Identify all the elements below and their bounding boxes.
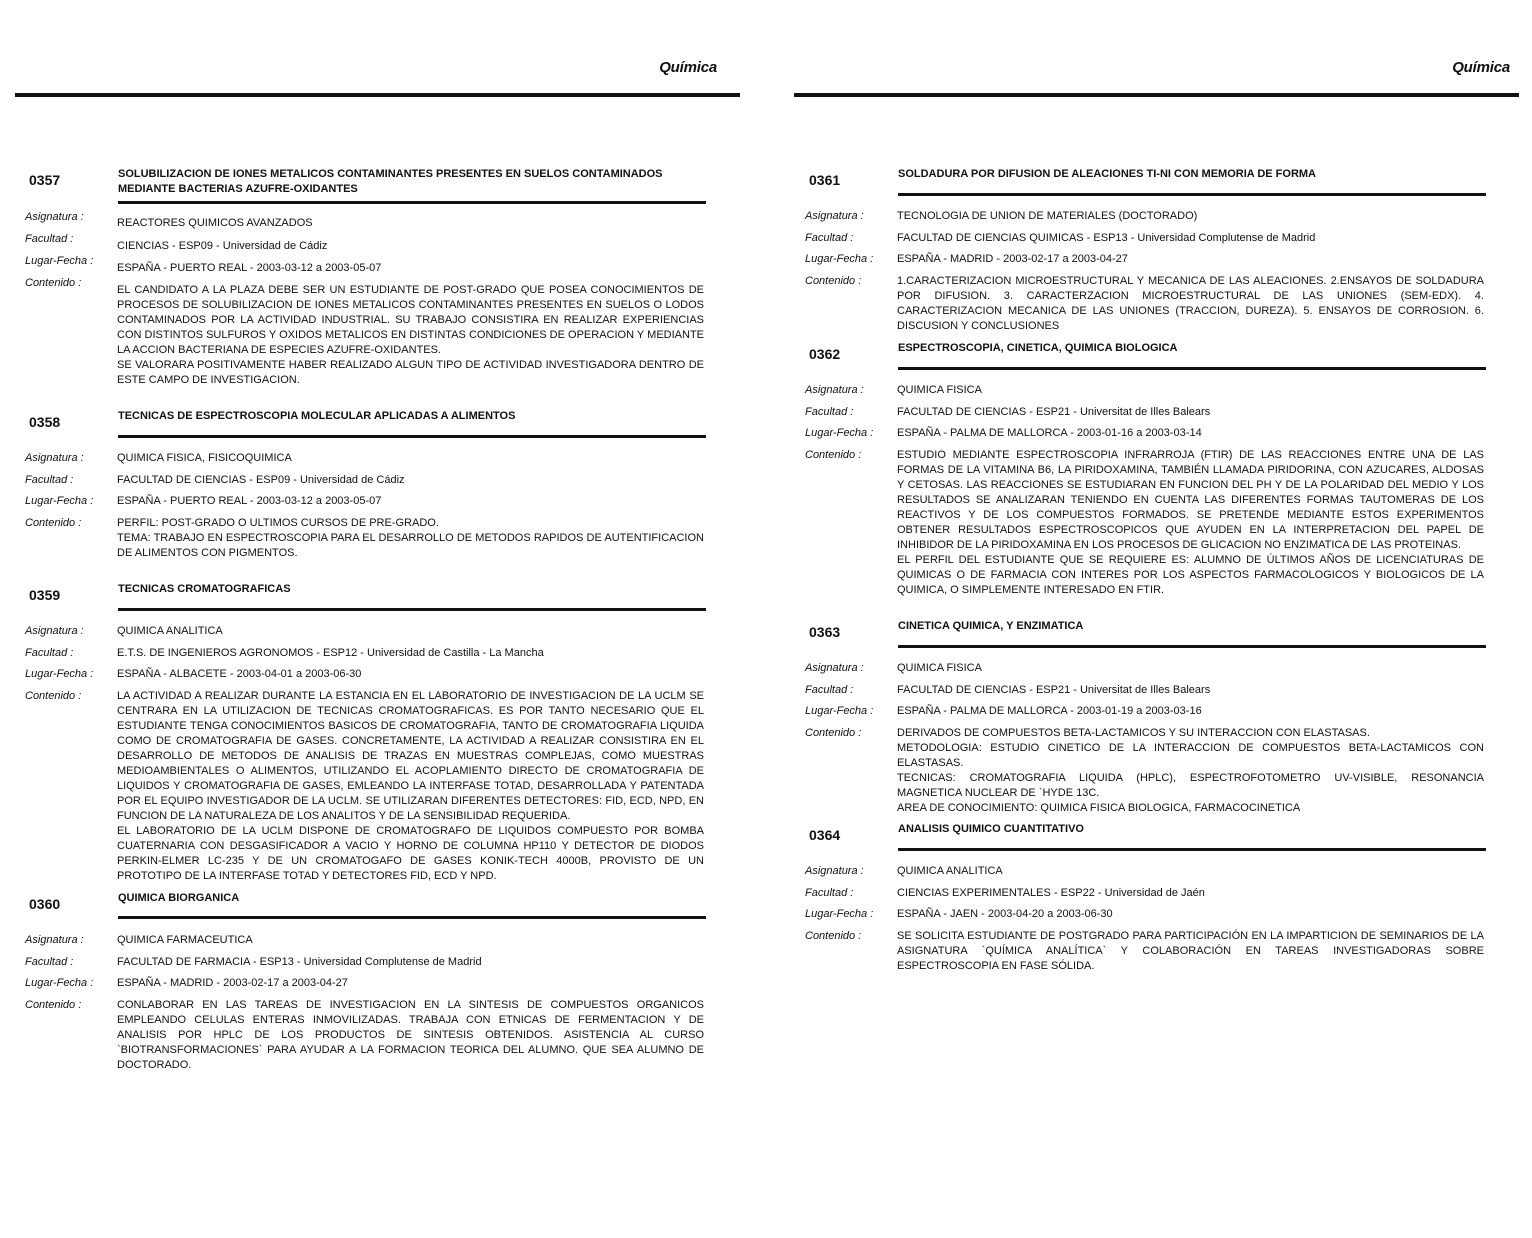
field-value: FACULTAD DE CIENCIAS - ESP21 - Universitat de Illes Balears bbox=[897, 684, 1211, 696]
entry-number: 0364 bbox=[809, 827, 841, 843]
entry-rule bbox=[118, 435, 706, 438]
entry-title: TECNICAS DE ESPECTROSCOPIA MOLECULAR APLICADAS A ALIMENTOS bbox=[118, 410, 516, 422]
field-label: Asignatura : bbox=[25, 211, 84, 223]
field-value: QUIMICA FARMACEUTICA bbox=[117, 934, 253, 946]
field-label: Lugar-Fecha : bbox=[25, 255, 94, 267]
field-value: ESTUDIO MEDIANTE ESPECTROSCOPIA INFRARROJA (FTIR) DE LAS REACCIONES ENTRE UNA DE LAS FORMAS DE LA VITAMINA B6, LA PIRIDOXAMINA, TAMBIÉN LLAMADA PIRIDORINA, CON AZUCARES, ALDOSAS Y CETOSAS. LAS REACCIONES SE ESTUDIARAN EN FUNCION DEL PH Y DE LA POLARIDAD DEL MEDIO Y LOS RESULTADOS SE ANALIZARAN TENIENDO EN CUENTA LAS DIFERENTES FORMAS TAUTOMERAS DE LOS REACTIVOS Y DE LOS COMPUESTOS FORMADOS. SE PRETENDE MEDIANTE ESTOS EXPERIMENTOS OBTENER RESULTADOS ESPECTROSCOPICOS QUE AYUDEN EN LA INTERPRETACION DEL PAPEL DE INHIBIDOR DE LA PIRIDOXAMINA EN LOS PROCESOS DE GLICACION NO ENZIMATICA DE LAS PROTEINAS. EL PERFIL DEL ESTUDIANTE QUE SE REQUIERE ES: ALUMNO DE ÚLTIMOS AÑOS DE LICENCIATURAS DE QUIMICAS O DE FARMACIA CON INTERES POR LOS ASPECTOS FARMACOLOGICOS Y BIOLOGICOS DE LA QUIMICA, O SIMPLEMENTE INTERESADO EN FTIR. bbox=[897, 449, 1484, 596]
field-label: Lugar-Fecha : bbox=[25, 495, 94, 507]
field-label: Asignatura : bbox=[805, 865, 864, 877]
entry-rule bbox=[118, 608, 706, 611]
field-value: DERIVADOS DE COMPUESTOS BETA-LACTAMICOS Y SU INTERACCION CON ELASTASAS. METODOLOGIA: ESTUDIO CINETICO DE LA INTERACCION DE COMPUESTOS BETA-LACTAMICOS CON ELASTASAS. TECNICAS: CROMATOGRAFIA LIQUIDA (HPLC), ESPECTROFOTOMETRO UV-VISIBLE, RESONANCIA MAGNETICA NUCLEAR DE `HYDE 13C. AREA DE CONOCIMIENTO: QUIMICA FISICA BIOLOGICA, FARMACOCINETICA bbox=[897, 727, 1484, 814]
field-label: Asignatura : bbox=[25, 934, 84, 946]
entry-rule bbox=[898, 645, 1486, 648]
page-header: Química bbox=[1452, 59, 1510, 76]
field-label: Contenido : bbox=[25, 517, 82, 529]
field-label: Contenido : bbox=[805, 449, 862, 461]
field-value: FACULTAD DE FARMACIA - ESP13 - Universidad Complutense de Madrid bbox=[117, 956, 482, 968]
header-rule bbox=[794, 93, 1519, 97]
field-label: Asignatura : bbox=[25, 452, 84, 464]
field-value: ESPAÑA - PUERTO REAL - 2003-03-12 a 2003-05-07 bbox=[117, 495, 382, 507]
field-label: Lugar-Fecha : bbox=[805, 908, 874, 920]
field-label: Contenido : bbox=[805, 727, 862, 739]
entry-rule bbox=[118, 916, 706, 919]
field-value: CIENCIAS - ESP09 - Universidad de Cádiz bbox=[117, 240, 328, 252]
field-label: Lugar-Fecha : bbox=[805, 427, 874, 439]
field-label: Asignatura : bbox=[805, 384, 864, 396]
field-value: REACTORES QUIMICOS AVANZADOS bbox=[117, 217, 313, 229]
field-label: Asignatura : bbox=[805, 210, 864, 222]
entry-number: 0359 bbox=[29, 587, 61, 603]
entry-title: TECNICAS CROMATOGRAFICAS bbox=[118, 583, 291, 595]
entry-title: CINETICA QUIMICA, Y ENZIMATICA bbox=[898, 620, 1084, 632]
field-value: QUIMICA FISICA, FISICOQUIMICA bbox=[117, 452, 292, 464]
entry-title: ANALISIS QUIMICO CUANTITATIVO bbox=[898, 823, 1084, 835]
field-label: Facultad : bbox=[805, 406, 854, 418]
entry-rule bbox=[898, 367, 1486, 370]
field-value: LA ACTIVIDAD A REALIZAR DURANTE LA ESTANCIA EN EL LABORATORIO DE INVESTIGACION DE LA UCLM SE CENTRARA EN LA UTILIZACION DE TECNICAS CROMATOGRAFICAS. ES POR TANTO NECESARIO QUE EL ESTUDIANTE TENGA CONOCIMIENTOS BASICOS DE CROMATOGRAFIA, TANTO DE CROMATOGRAFIA LIQUIDA COMO DE CROMATOGRAFIA DE GASES. CONCRETAMENTE, LA ACTIVIDAD A REALIZAR CONSISTIRA EN EL DESARROLLO DE METODOS DE ANALISIS DE TRAZAS EN MUESTRAS COMPLEJAS, COMO MUESTRAS MEDIOAMBIENTALES O ALIMENTOS, UTILIZANDO EL ACOPLAMIENTO DIRECTO DE CROMATOGRAFIA DE LIQUIDOS Y CROMATOGRAFIA DE GASES, EMLEANDO LA INTERFASE TOTAD, DESARROLLADA Y PATENTADA POR EL EQUIPO INVESTIGADOR DE LA UCLM. SE UTILIZARAN DIFERENTES DETECTORES: FID, ECD, NPD, EN FUNCION DE LA NATURALEZA DE LOS ANALITOS Y DE LA SENSIBILIDAD REQUERIDA. EL LABORATORIO DE LA UCLM DISPONE DE CROMATOGRAFO DE LIQUIDOS COMPUESTO POR BOMBA CUATERNARIA CON DESGASIFICADOR A VACIO Y HORNO DE COLUMNA HP110 Y DETECTOR DE DIODOS PERKIN-ELMER LC-235 Y DE UN CROMATOGAFO DE GASES KONIK-TECH 4000B, PROVISTO DE UN PROTOTIPO DE LA INTERFASE TOTAD Y DETECTORES FID, ECD Y NPD. bbox=[117, 690, 704, 882]
field-value: FACULTAD DE CIENCIAS - ESP09 - Universidad de Cádiz bbox=[117, 474, 405, 486]
entry-title: SOLDADURA POR DIFUSION DE ALEACIONES TI-NI CON MEMORIA DE FORMA bbox=[898, 168, 1316, 180]
field-label: Facultad : bbox=[805, 232, 854, 244]
field-label: Facultad : bbox=[805, 684, 854, 696]
entry-title: QUIMICA BIORGANICA bbox=[118, 892, 240, 904]
field-value: QUIMICA ANALITICA bbox=[117, 625, 223, 637]
field-value: QUIMICA FISICA bbox=[897, 384, 982, 396]
field-label: Facultad : bbox=[25, 956, 74, 968]
field-label: Lugar-Fecha : bbox=[25, 668, 94, 680]
field-label: Contenido : bbox=[25, 277, 82, 289]
field-label: Lugar-Fecha : bbox=[805, 705, 874, 717]
field-value: SE SOLICITA ESTUDIANTE DE POSTGRADO PARA PARTICIPACIÓN EN LA IMPARTICION DE SEMINARIOS DE LA ASIGNATURA `QUÍMICA ANALÍTICA` Y COLABORACIÓN EN TAREAS INVESTIGADORAS SOBRE ESPECTROSCOPIA EN FASE SÓLIDA. bbox=[897, 930, 1484, 972]
entry-number: 0361 bbox=[809, 172, 841, 188]
field-label: Lugar-Fecha : bbox=[805, 253, 874, 265]
entry-rule bbox=[898, 193, 1486, 196]
field-value: EL CANDIDATO A LA PLAZA DEBE SER UN ESTUDIANTE DE POST-GRADO QUE POSEA CONOCIMIENTOS DE PROCESOS DE SOLUBILIZACION DE IONES METALICOS CONTAMINANTES PRESENTES EN SUELOS O LODOS CONTAMINADOS POR LA ACTIVIDAD INDUSTRIAL. SU TRABAJO CONSISTIRA EN REALIZAR EXPERIENCIAS CON DISTINTOS SULFUROS Y OXIDOS METALICOS EN DISTINTAS CONDICIONES DE OPERACION Y MEDIANTE LA ACCION BACTERIANA DE ESPECIES AZUFRE-OXIDANTES. SE VALORARA POSITIVAMENTE HABER REALIZADO ALGUN TIPO DE ACTIVIDAD INVESTIGADORA DENTRO DE ESTE CAMPO DE INVESTIGACION. bbox=[117, 284, 704, 386]
entry-title: SOLUBILIZACION DE IONES METALICOS CONTAMINANTES PRESENTES EN SUELOS CONTAMINADOS MEDIANTE BACTERIAS AZUFRE-OXIDANTES bbox=[118, 168, 663, 195]
field-value: QUIMICA ANALITICA bbox=[897, 865, 1003, 877]
field-value: E.T.S. DE INGENIEROS AGRONOMOS - ESP12 - Universidad de Castilla - La Mancha bbox=[117, 647, 544, 659]
entry-number: 0360 bbox=[29, 896, 61, 912]
field-label: Facultad : bbox=[805, 887, 854, 899]
field-value: FACULTAD DE CIENCIAS QUIMICAS - ESP13 - Universidad Complutense de Madrid bbox=[897, 232, 1316, 244]
field-value: PERFIL: POST-GRADO O ULTIMOS CURSOS DE PRE-GRADO. TEMA: TRABAJO EN ESPECTROSCOPIA PARA EL DESARROLLO DE METODOS RAPIDOS DE AUTENTIFICACION DE ALIMENTOS CON PIGMENTOS. bbox=[117, 517, 704, 559]
field-value: ESPAÑA - MADRID - 2003-02-17 a 2003-04-27 bbox=[897, 253, 1128, 265]
field-value: ESPAÑA - MADRID - 2003-02-17 a 2003-04-27 bbox=[117, 977, 348, 989]
field-label: Asignatura : bbox=[25, 625, 84, 637]
entry-number: 0358 bbox=[29, 414, 61, 430]
entry-number: 0362 bbox=[809, 346, 841, 362]
header-rule bbox=[15, 93, 740, 97]
field-value: ESPAÑA - PALMA DE MALLORCA - 2003-01-19 a 2003-03-16 bbox=[897, 705, 1202, 717]
right-page bbox=[780, 0, 1520, 1238]
field-label: Lugar-Fecha : bbox=[25, 977, 94, 989]
field-label: Asignatura : bbox=[805, 662, 864, 674]
page-header: Química bbox=[659, 59, 717, 76]
field-label: Facultad : bbox=[25, 647, 74, 659]
field-value: ESPAÑA - JAEN - 2003-04-20 a 2003-06-30 bbox=[897, 908, 1113, 920]
left-page bbox=[0, 0, 740, 1238]
field-value: CONLABORAR EN LAS TAREAS DE INVESTIGACION EN LA SINTESIS DE COMPUESTOS ORGANICOS EMPLEANDO CELULAS ENTERAS INMOVILIZADAS. TRABAJA CON ETNICAS DE FERMENTACION Y DE ANALISIS POR HPLC DE LOS PRODUCTOS DE SINTESIS OBTENIDOS. ASISTENCIA AL CURSO `BIOTRANSFORMACIONES` PARA AYUDAR A LA FORMACION TEORICA DEL ALUMNO. QUE SEA ALUMNO DE DOCTORADO. bbox=[117, 999, 704, 1071]
field-label: Facultad : bbox=[25, 474, 74, 486]
field-label: Contenido : bbox=[25, 999, 82, 1011]
field-value: 1.CARACTERIZACION MICROESTRUCTURAL Y MECANICA DE LAS ALEACIONES. 2.ENSAYOS DE SOLDADURA POR DIFUSION. 3. CARACTERZACION MICROESTRUCTURAL DE LAS UNIONES (SEM-EDX). 4. CARACTERIZACION MECANICA DE LAS UNIONES (TRACCION, DUREZA). 5. ENSAYOS DE CORROSION. 6. DISCUSION Y CONCLUSIONES bbox=[897, 275, 1484, 332]
field-label: Contenido : bbox=[805, 275, 862, 287]
field-label: Contenido : bbox=[25, 690, 82, 702]
field-value: CIENCIAS EXPERIMENTALES - ESP22 - Universidad de Jaén bbox=[897, 887, 1205, 899]
field-label: Contenido : bbox=[805, 930, 862, 942]
entry-number: 0363 bbox=[809, 624, 841, 640]
field-value: ESPAÑA - PALMA DE MALLORCA - 2003-01-16 a 2003-03-14 bbox=[897, 427, 1202, 439]
field-value: FACULTAD DE CIENCIAS - ESP21 - Universitat de Illes Balears bbox=[897, 406, 1211, 418]
entry-title: ESPECTROSCOPIA, CINETICA, QUIMICA BIOLOGICA bbox=[898, 342, 1178, 354]
entry-rule bbox=[118, 201, 706, 204]
field-value: QUIMICA FISICA bbox=[897, 662, 982, 674]
field-label: Facultad : bbox=[25, 233, 74, 245]
field-value: ESPAÑA - PUERTO REAL - 2003-03-12 a 2003-05-07 bbox=[117, 262, 382, 274]
field-value: TECNOLOGIA DE UNION DE MATERIALES (DOCTORADO) bbox=[897, 210, 1198, 222]
entry-rule bbox=[898, 848, 1486, 851]
field-value: ESPAÑA - ALBACETE - 2003-04-01 a 2003-06-30 bbox=[117, 668, 362, 680]
entry-number: 0357 bbox=[29, 172, 61, 188]
